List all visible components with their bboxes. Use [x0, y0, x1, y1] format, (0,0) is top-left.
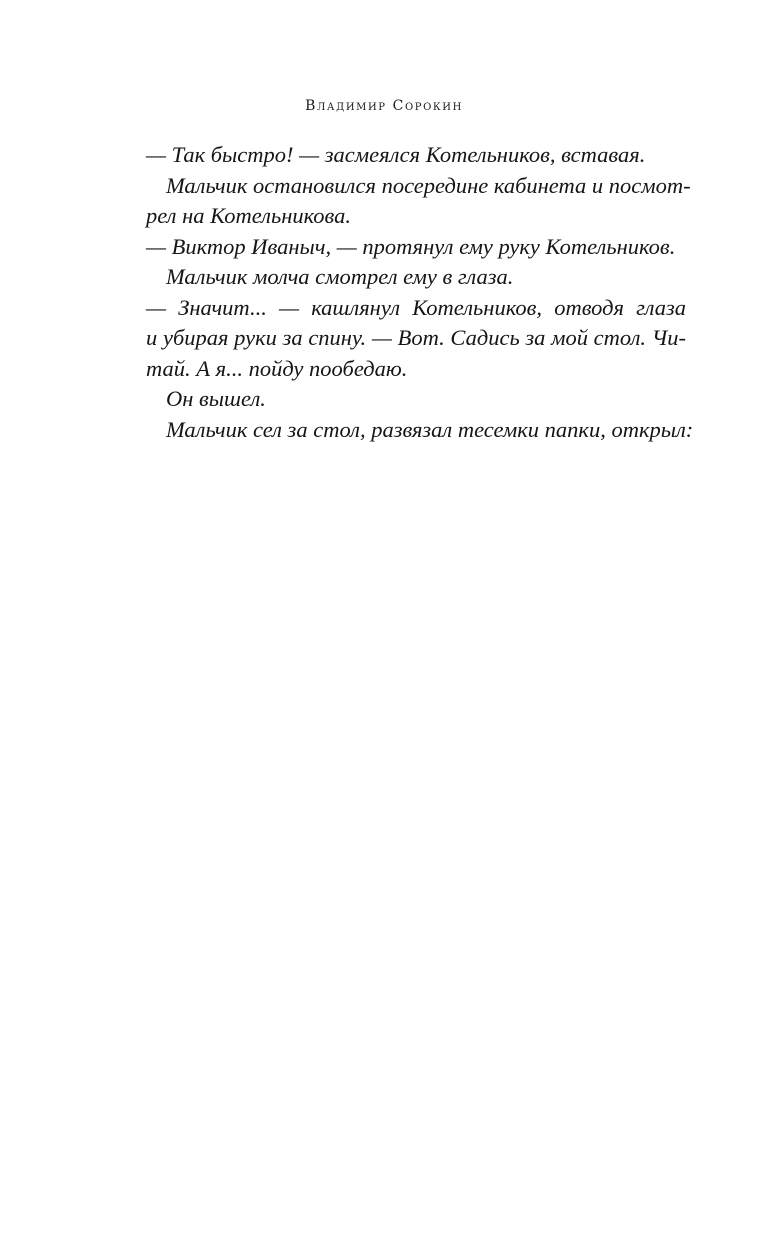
text-line-10: Мальчик сел за стол, развязал тесемки папки, открыл:	[166, 416, 694, 442]
text-line-3: рел на Котельникова.	[146, 203, 352, 228]
text-line-7: и убирая руки за спину. — Вот. Садись за мой стол. Чи-	[146, 325, 686, 350]
text-line-1: — Так быстро! — засмеялся Котельников, вставая.	[146, 142, 646, 167]
text-line-8: тай. А я... пойду пообедаю.	[146, 355, 408, 381]
running-head-author: Владимир Сорокин	[305, 98, 463, 114]
text-line-4: — Виктор Иваныч, — протянул ему руку Котельников.	[146, 233, 676, 259]
text-line-2: Мальчик остановился посередине кабинета и посмот-	[166, 172, 691, 198]
text-line-5: Мальчик молча смотрел ему в глаза.	[166, 264, 514, 289]
text-line-9: Он вышел.	[166, 386, 266, 411]
text-line-6: — Значит... — кашлянул Котельников, отводя глаза	[146, 294, 686, 320]
body-text	[146, 140, 694, 445]
